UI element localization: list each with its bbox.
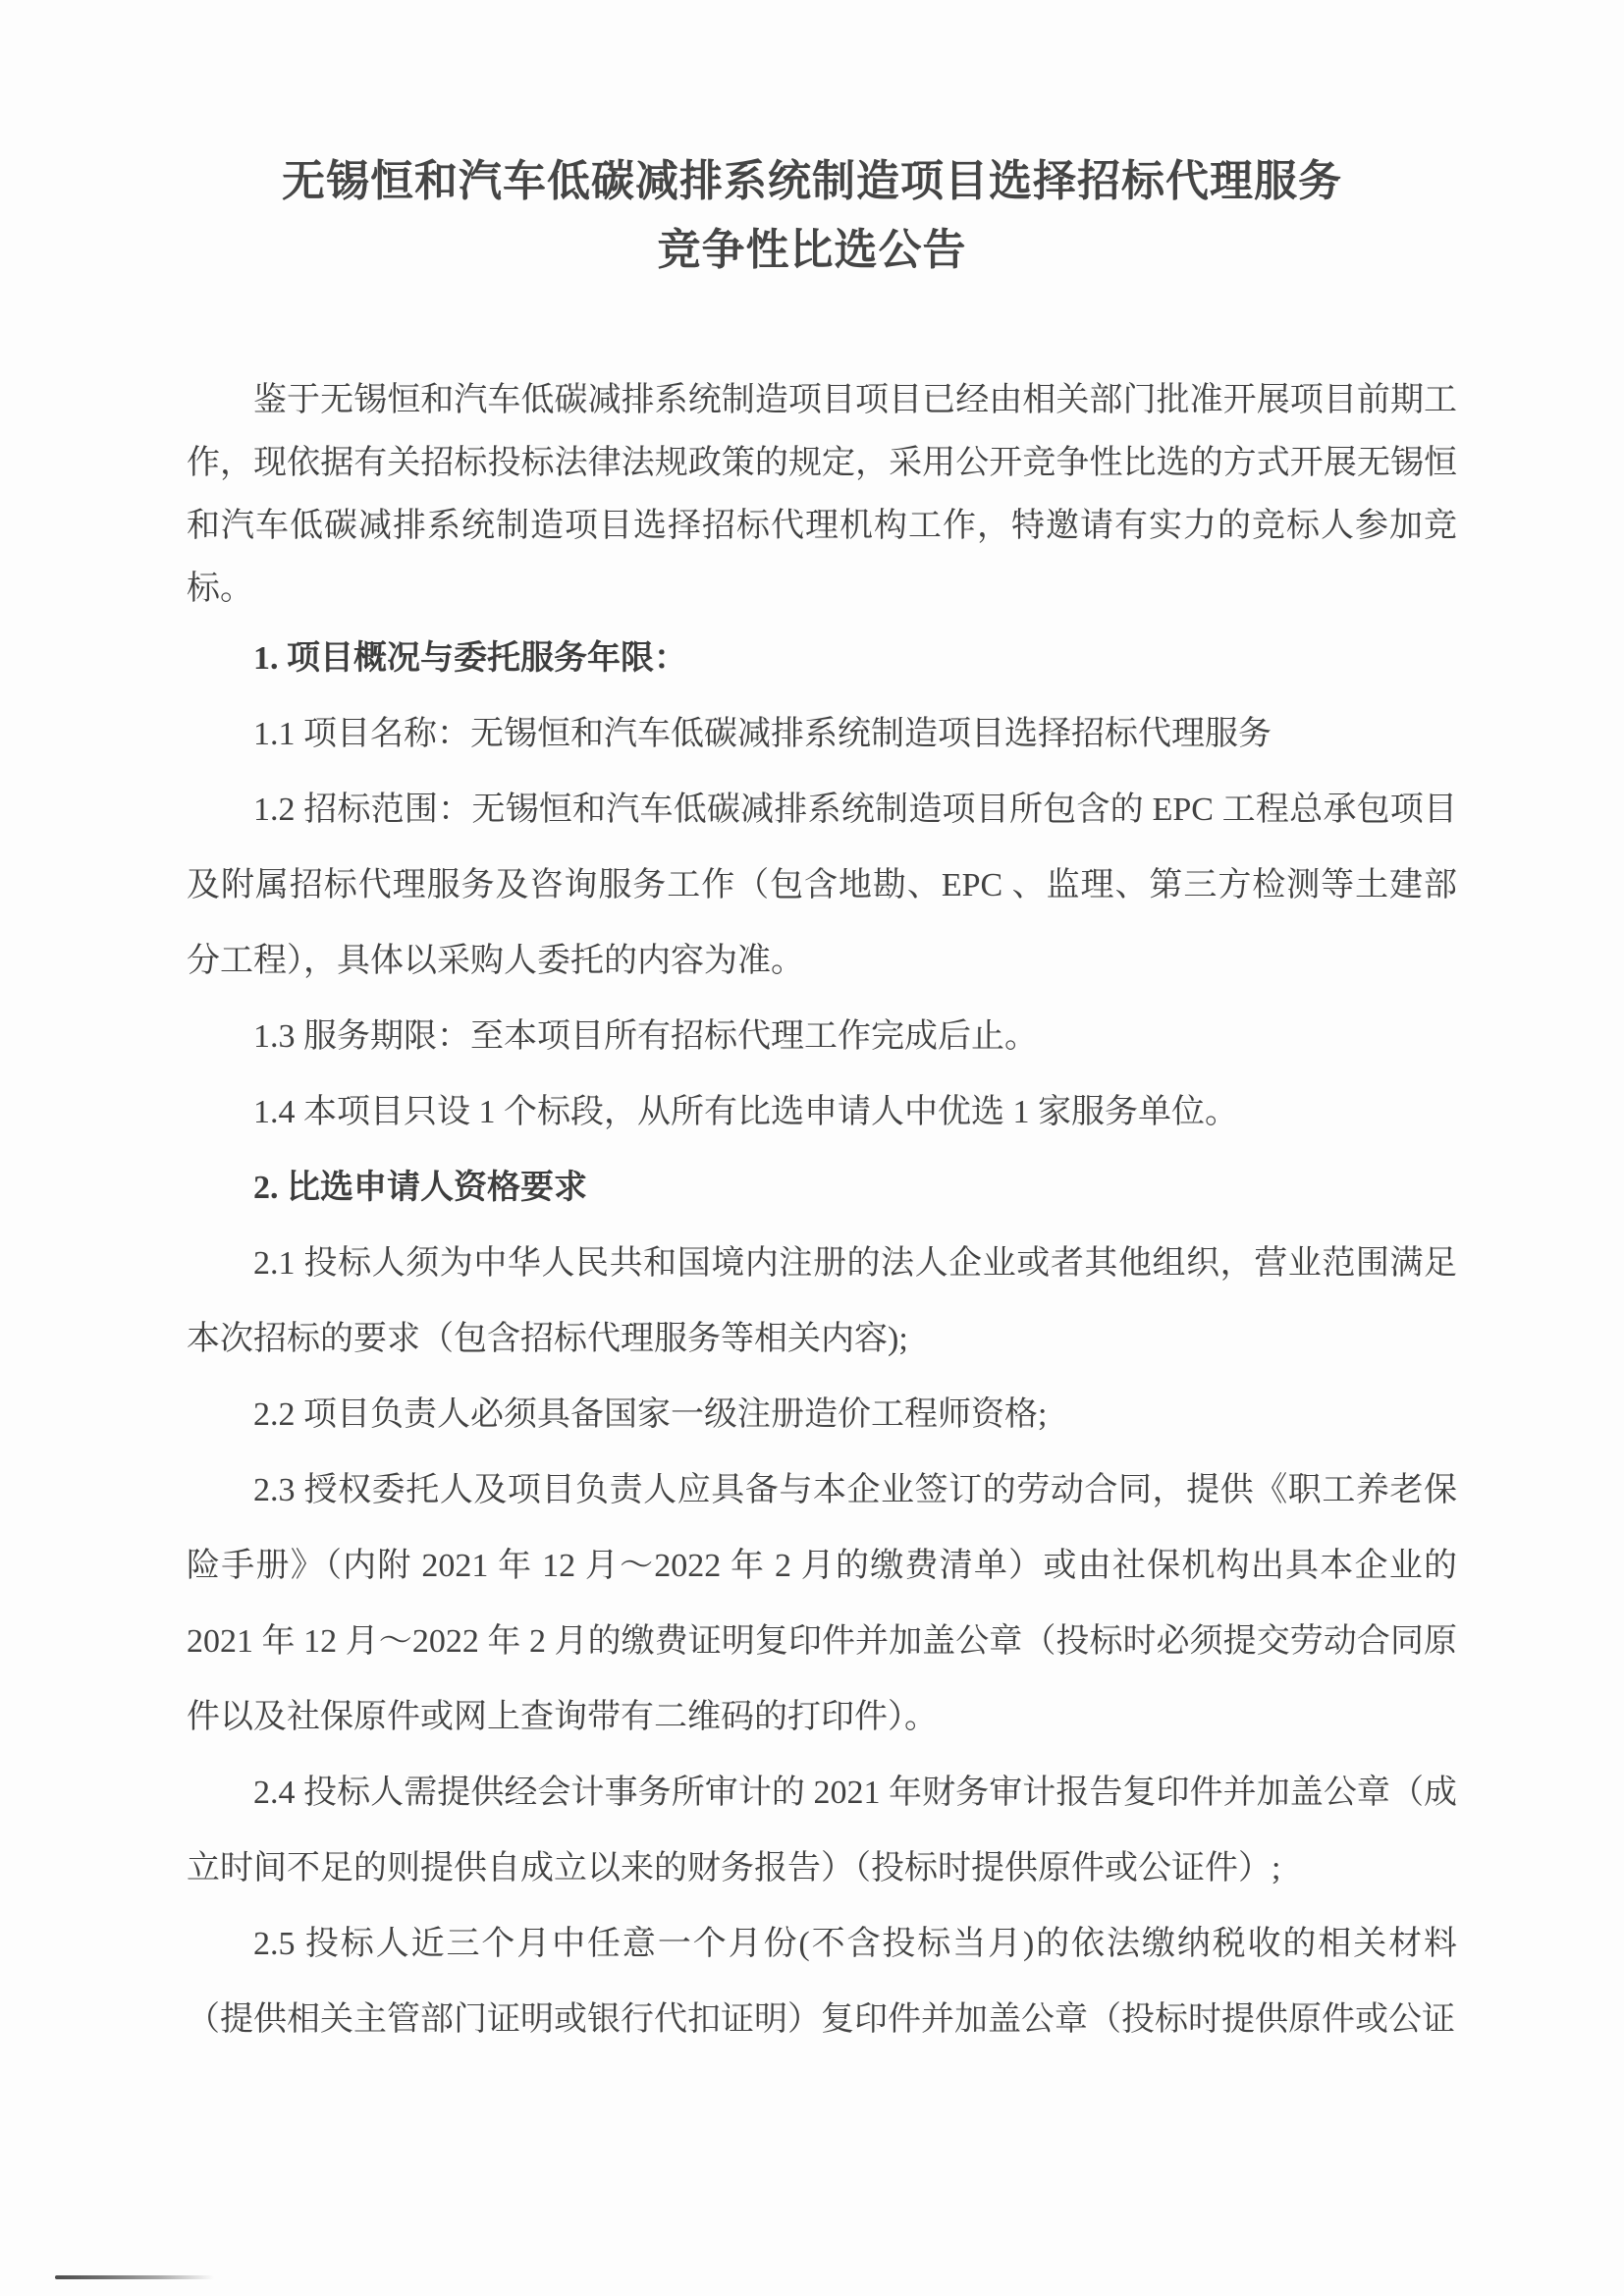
clause-2-4: 2.4 投标人需提供经会计事务所审计的 2021 年财务审计报告复印件并加盖公章（成立时间不足的则提供自成立以来的财务报告）（投标时提供原件或公证件）; bbox=[187, 1775, 1457, 1886]
clause-2-1: 2.1 投标人须为中华人民共和国境内注册的法人企业或者其他组织，营业范围满足本次招标的要求（包含招标代理服务等相关内容); bbox=[187, 1245, 1457, 1357]
clause-1-2: 1.2 招标范围：无锡恒和汽车低碳减排系统制造项目所包含的 EPC 工程总承包项目及附属招标代理服务及咨询服务工作（包含地勘、EPC 、监理、第三方检测等土建部分工程），具体以采购人委托的内容为准。 bbox=[187, 792, 1457, 979]
clause-2-2: 2.2 项目负责人必须具备国家一级注册造价工程师资格; bbox=[253, 1396, 1048, 1433]
clause-2-3: 2.3 授权委托人及项目负责人应具备与本企业签订的劳动合同，提供《职工养老保险手册》（内附 2021 年 12 月～2022 年 2 月的缴费清单）或由社保机构出具本企业的 2021 年 12 月～2022 年 2 月的缴费证明复印件并加盖公章（投标时必须提交劳动合同原件以及社保原件或网上查询带有二维码的打印件）。 bbox=[187, 1472, 1457, 1735]
document-body bbox=[187, 369, 1457, 2057]
clause-1-3: 1.3 服务期限：至本项目所有招标代理工作完成后止。 bbox=[253, 1018, 1038, 1055]
scan-artifact-mark bbox=[55, 2275, 214, 2279]
section-1-heading: 1. 项目概况与委托服务年限： bbox=[253, 640, 687, 677]
document-title-line2: 竞争性比选公告 bbox=[657, 226, 967, 274]
clause-1-4: 1.4 本项目只设 1 个标段，从所有比选申请人中优选 1 家服务单位。 bbox=[253, 1094, 1238, 1130]
paragraph-intro: 鉴于无锡恒和汽车低碳减排系统制造项目项目已经由相关部门批准开展项目前期工作，现依据有关招标投标法律法规政策的规定，采用公开竞争性比选的方式开展无锡恒和汽车低碳减排系统制造项目选择招标代理机构工作，特邀请有实力的竞标人参加竞标。 bbox=[187, 382, 1457, 607]
document-title bbox=[157, 147, 1467, 285]
clause-1-1: 1.1 项目名称：无锡恒和汽车低碳减排系统制造项目选择招标代理服务 bbox=[253, 716, 1272, 752]
section-2-heading: 2. 比选申请人资格要求 bbox=[253, 1170, 587, 1206]
clause-2-5: 2.5 投标人近三个月中任意一个月份(不含投标当月)的依法缴纳税收的相关材料（提供相关主管部门证明或银行代扣证明）复印件并加盖公章（投标时提供原件或公证 bbox=[187, 1926, 1457, 2038]
document-title-line1: 无锡恒和汽车低碳减排系统制造项目选择招标代理服务 bbox=[282, 157, 1342, 205]
